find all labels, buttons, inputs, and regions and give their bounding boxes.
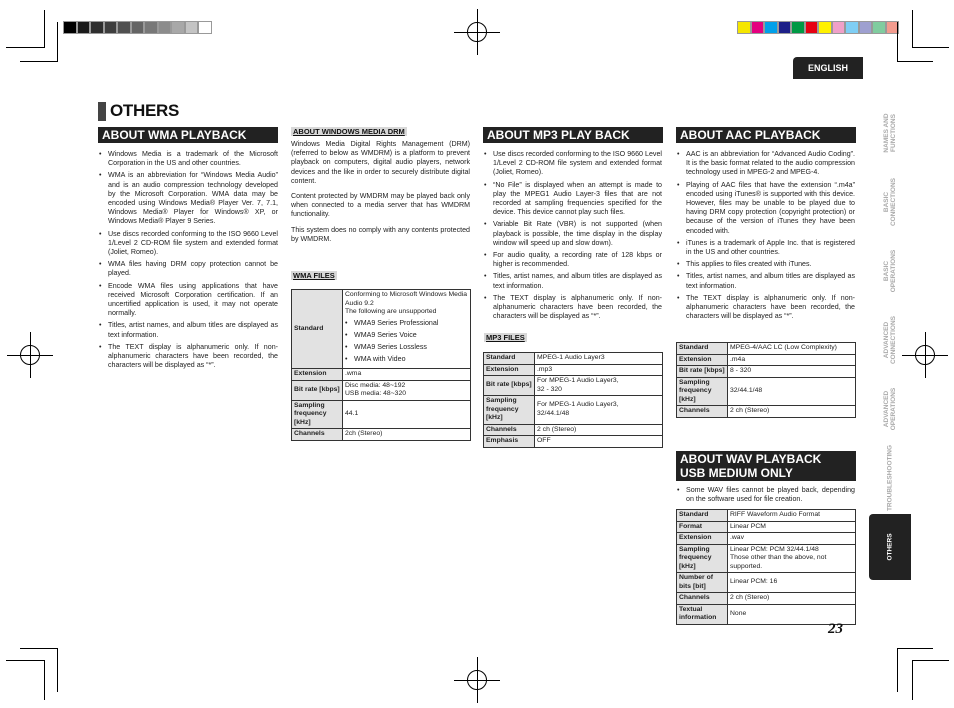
table-row [292,290,471,369]
table-row [677,343,856,355]
crop-mark [20,61,58,62]
standard-sub: The following are unsupported [345,308,437,315]
crop-mark [57,648,58,692]
table-value: For MPEG-1 Audio Layer3, 32 - 320 [535,376,663,396]
wma-files-heading: WMA FILES [293,271,335,280]
color-swatch [791,21,805,34]
list-item: • Some WAV files cannot be played back, depending on the software used for file creation. [677,486,855,504]
table-row [677,366,856,378]
color-swatch [872,21,886,34]
table-value: 2 ch (Stereo) [728,593,856,605]
list-item: • WMA is an abbreviation for “Windows Media Audio” and is an audio compression technology developed by the Microsoft Corporation. WMA data may be encoded using Windows Media® Player Ver. 7, 7.1, Windows Media® Player for Windows® XP, or Windows Media® Player 9 Series. [99,171,278,226]
table-value: .wma [343,369,471,381]
gray-swatch [185,21,199,34]
mp3-section [484,150,662,324]
list-item: • iTunes is a trademark of Apple Inc. that is registered in the US and other countries. [677,239,855,257]
unsupported-list [345,319,468,365]
page-number: 23 [828,621,843,637]
grayscale-bar [63,21,212,34]
table-value: None [728,604,856,624]
list-item: • AAC is an abbreviation for “Advanced Audio Coding”. It is the basic format related to the audio compression technology used in MPEG-2 and MPEG-4. [677,150,855,178]
standard-text: Conforming to Microsoft Windows Media Audio 9.2 [345,291,468,307]
color-swatch [778,21,792,34]
table-value: .wav [728,533,856,545]
table-row [677,354,856,366]
list-item: • Windows Media is a trademark of the Microsoft Corporation in the US and other countries. [99,150,278,168]
sidebar-tab-label: ADVANCED CONNECTIONS [883,315,897,365]
aac-table [676,342,856,418]
mp3-files-heading: MP3 FILES [486,333,525,342]
table-key: Format [677,521,728,533]
table-key: Standard [677,343,728,355]
table-value: Linear PCM: 16 [728,573,856,593]
registration-mark-right [910,340,940,370]
color-swatch [737,21,751,34]
table-key: Standard [677,510,728,522]
table-value: MPEG-1 Audio Layer3 [535,353,663,365]
table-value: Linear PCM: PCM 32/44.1/48 Those other than the above, not supported. [728,544,856,573]
page-title: OTHERS [110,101,180,120]
crop-mark [6,47,44,48]
table-key: Channels [677,593,728,605]
gray-swatch [63,21,77,34]
table-row [292,369,471,381]
table-row [292,400,471,429]
table-row [292,429,471,441]
color-swatch [764,21,778,34]
drm-section [291,140,470,250]
wma-heading: ABOUT WMA PLAYBACK [98,127,278,143]
drm-paragraph: Windows Media Digital Rights Management (DRM) (referred to below as WMDRM) is a platform to prevent playback on computers, digital audio players, network devices and the like in order to securely distribute digital content. [291,140,470,185]
table-key: Channels [677,406,728,418]
table-row [677,377,856,406]
wma-files-table [291,289,471,441]
drm-heading: ABOUT WINDOWS MEDIA DRM [293,127,405,136]
wma-section [99,150,278,373]
mp3-files-table [483,352,663,448]
gray-swatch [171,21,185,34]
sidebar-tab[interactable] [869,514,911,580]
list-item: • For audio quality, a recording rate of 128 kbps or higher is recommended. [484,251,662,269]
sidebar-tab[interactable] [869,169,911,235]
wav-heading [676,451,856,481]
table-row [677,544,856,573]
gray-swatch [144,21,158,34]
gray-swatch [90,21,104,34]
list-item: • Encode WMA files using applications that have received Microsoft Corporation certification. If an uncertified application is used, it may not operate normally. [99,282,278,319]
list-item: • The TEXT display is alphanumeric only. If non-alphanumeric characters have been recorded, the characters will be displayed as “*”. [677,294,855,322]
table-value: 2ch (Stereo) [343,429,471,441]
table-row [677,533,856,545]
table-row [484,376,663,396]
table-key: Extension [292,369,343,381]
list-item: • Variable Bit Rate (VBR) is not supported (when playback is possible, the time display in the display window will speed up and slow down). [484,220,662,248]
sidebar-tab[interactable] [869,376,911,442]
table-value: 2 ch (Stereo) [535,424,663,436]
wma-bullet-list [99,150,278,370]
table-row [484,353,663,365]
color-swatch [845,21,859,34]
table-value: 2 ch (Stereo) [728,406,856,418]
table-value: Linear PCM [728,521,856,533]
sidebar-tab-label: NAMES AND FUNCTIONS [883,113,897,153]
aac-section [677,150,855,324]
table-key: Sampling frequency [kHz] [484,396,535,425]
list-item: • WMA9 Series Voice [345,331,468,340]
drm-paragraph: Content protected by WMDRM may be played back only when connected to a media server that has WMDRM functionality. [291,192,470,219]
list-item: • WMA with Video [345,355,468,364]
table-row [677,510,856,522]
table-key: Sampling frequency [kHz] [292,400,343,429]
list-item: • This applies to files created with iTunes. [677,260,855,269]
table-key: Number of bits [bit] [677,573,728,593]
table-value: Disc media: 48~192 USB media: 48~320 [343,380,471,400]
table-row [292,380,471,400]
table-key: Extension [677,533,728,545]
color-swatch [805,21,819,34]
table-key: Sampling frequency [kHz] [677,377,728,406]
title-marker [98,102,106,121]
table-key: Sampling frequency [kHz] [677,544,728,573]
registration-mark-left [15,340,45,370]
table-row [677,521,856,533]
list-item: • “No File” is displayed when an attempt is made to play the MPEG1 Audio Layer-3 files that are not recorded at sampling frequencies specified for the device. This device cannot play such files. [484,181,662,218]
crop-mark [912,660,913,700]
sidebar-tab-label: BASIC OPERATIONS [883,249,897,293]
wav-section [677,486,855,507]
wav-bullet-list [677,486,855,504]
table-value: .m4a [728,354,856,366]
table-key: Extension [677,354,728,366]
table-row [484,424,663,436]
color-swatch [859,21,873,34]
list-item: • The TEXT display is alphanumeric only. If non-alphanumeric characters have been recorded, the characters will be displayed as “*”. [99,343,278,371]
drm-paragraph: This system does no comply with any contents protected by WMDRM. [291,225,470,243]
sidebar-tab-label: OTHERS [886,533,894,561]
gray-swatch [158,21,172,34]
mp3-heading: ABOUT MP3 PLAY BACK [483,127,663,143]
crop-mark [912,10,913,48]
table-key: Emphasis [484,436,535,448]
table-row [484,396,663,425]
crop-mark [897,648,933,649]
list-item: • Titles, artist names, and album titles are displayed as text information. [99,321,278,339]
sidebar-tab[interactable] [869,100,911,166]
wav-table [676,509,856,625]
registration-mark-top [462,17,492,47]
crop-mark [897,61,933,62]
table-key: Channels [292,429,343,441]
list-item: • WMA9 Series Lossless [345,343,468,352]
gray-swatch [77,21,91,34]
table-row [677,406,856,418]
table-value: 32/44.1/48 [728,377,856,406]
table-key: Standard [484,353,535,365]
list-item: • Playing of AAC files that have the extension “.m4a” encoded using iTunes® is supported with this device. However, files may be unable to be played due to having DRM copy protection (copyright protection) or because of the version of iTunes they have been encoded with. [677,181,855,236]
sidebar-tab-label: BASIC CONNECTIONS [883,177,897,227]
color-swatch [818,21,832,34]
sidebar-tab[interactable] [869,238,911,304]
table-value: For MPEG-1 Audio Layer3, 32/44.1/48 [535,396,663,425]
list-item: • Use discs recorded conforming to the ISO 9660 Level 1/Level 2 CD-ROM file system and extended format (Joliet, Romeo). [99,230,278,258]
crop-mark [913,47,949,48]
wav-heading-line1: ABOUT WAV PLAYBACK [680,452,822,466]
table-row [484,364,663,376]
crop-mark [20,648,58,649]
table-value: OFF [535,436,663,448]
section-sidebar [869,100,911,583]
table-key: Standard [292,290,343,369]
sidebar-tab[interactable] [869,307,911,373]
registration-mark-bottom [462,665,492,695]
table-value: .mp3 [535,364,663,376]
table-value: 8 - 320 [728,366,856,378]
gray-swatch [198,21,212,34]
table-key: Bit rate [kbps] [484,376,535,396]
list-item: • Titles, artist names, and album titles are displayed as text information. [677,272,855,290]
page-title-block [98,101,179,121]
list-item: • Use discs recorded conforming to the ISO 9660 Level 1/Level 2 CD-ROM file system and extended format (Joliet, Romeo). [484,150,662,178]
crop-mark [57,22,58,62]
crop-mark [913,660,949,661]
crop-mark [6,660,44,661]
sidebar-tab-label: ADVANCED OPERATIONS [883,387,897,431]
table-key: Bit rate [kbps] [292,380,343,400]
sidebar-tab-label: TROUBLESHOOTING [886,444,894,512]
crop-mark [897,22,898,62]
wav-heading-line2: USB MEDIUM ONLY [680,466,793,480]
table-key: Channels [484,424,535,436]
table-key: Bit rate [kbps] [677,366,728,378]
language-tab: ENGLISH [793,57,863,79]
aac-bullet-list [677,150,855,321]
table-value: RIFF Waveform Audio Format [728,510,856,522]
crop-mark [897,648,898,692]
aac-heading: ABOUT AAC PLAYBACK [676,127,856,143]
table-value: 44.1 [343,400,471,429]
table-row [677,593,856,605]
sidebar-tab[interactable] [869,445,911,511]
table-value [343,290,471,369]
crop-mark [44,10,45,48]
table-key: Extension [484,364,535,376]
gray-swatch [104,21,118,34]
crop-mark [44,660,45,700]
table-row [484,436,663,448]
table-key: Textual information [677,604,728,624]
table-value: MPEG-4/AAC LC (Low Complexity) [728,343,856,355]
list-item: • WMA files having DRM copy protection cannot be played. [99,260,278,278]
list-item: • Titles, artist names, and album titles are displayed as text information. [484,272,662,290]
mp3-bullet-list [484,150,662,321]
gray-swatch [117,21,131,34]
list-item: • WMA9 Series Professional [345,319,468,328]
table-row [677,573,856,593]
color-swatch [751,21,765,34]
list-item: • The TEXT display is alphanumeric only. If non-alphanumeric characters have been recorded, the characters will be displayed as “*”. [484,294,662,322]
color-swatch [832,21,846,34]
color-bar [737,21,899,34]
gray-swatch [131,21,145,34]
